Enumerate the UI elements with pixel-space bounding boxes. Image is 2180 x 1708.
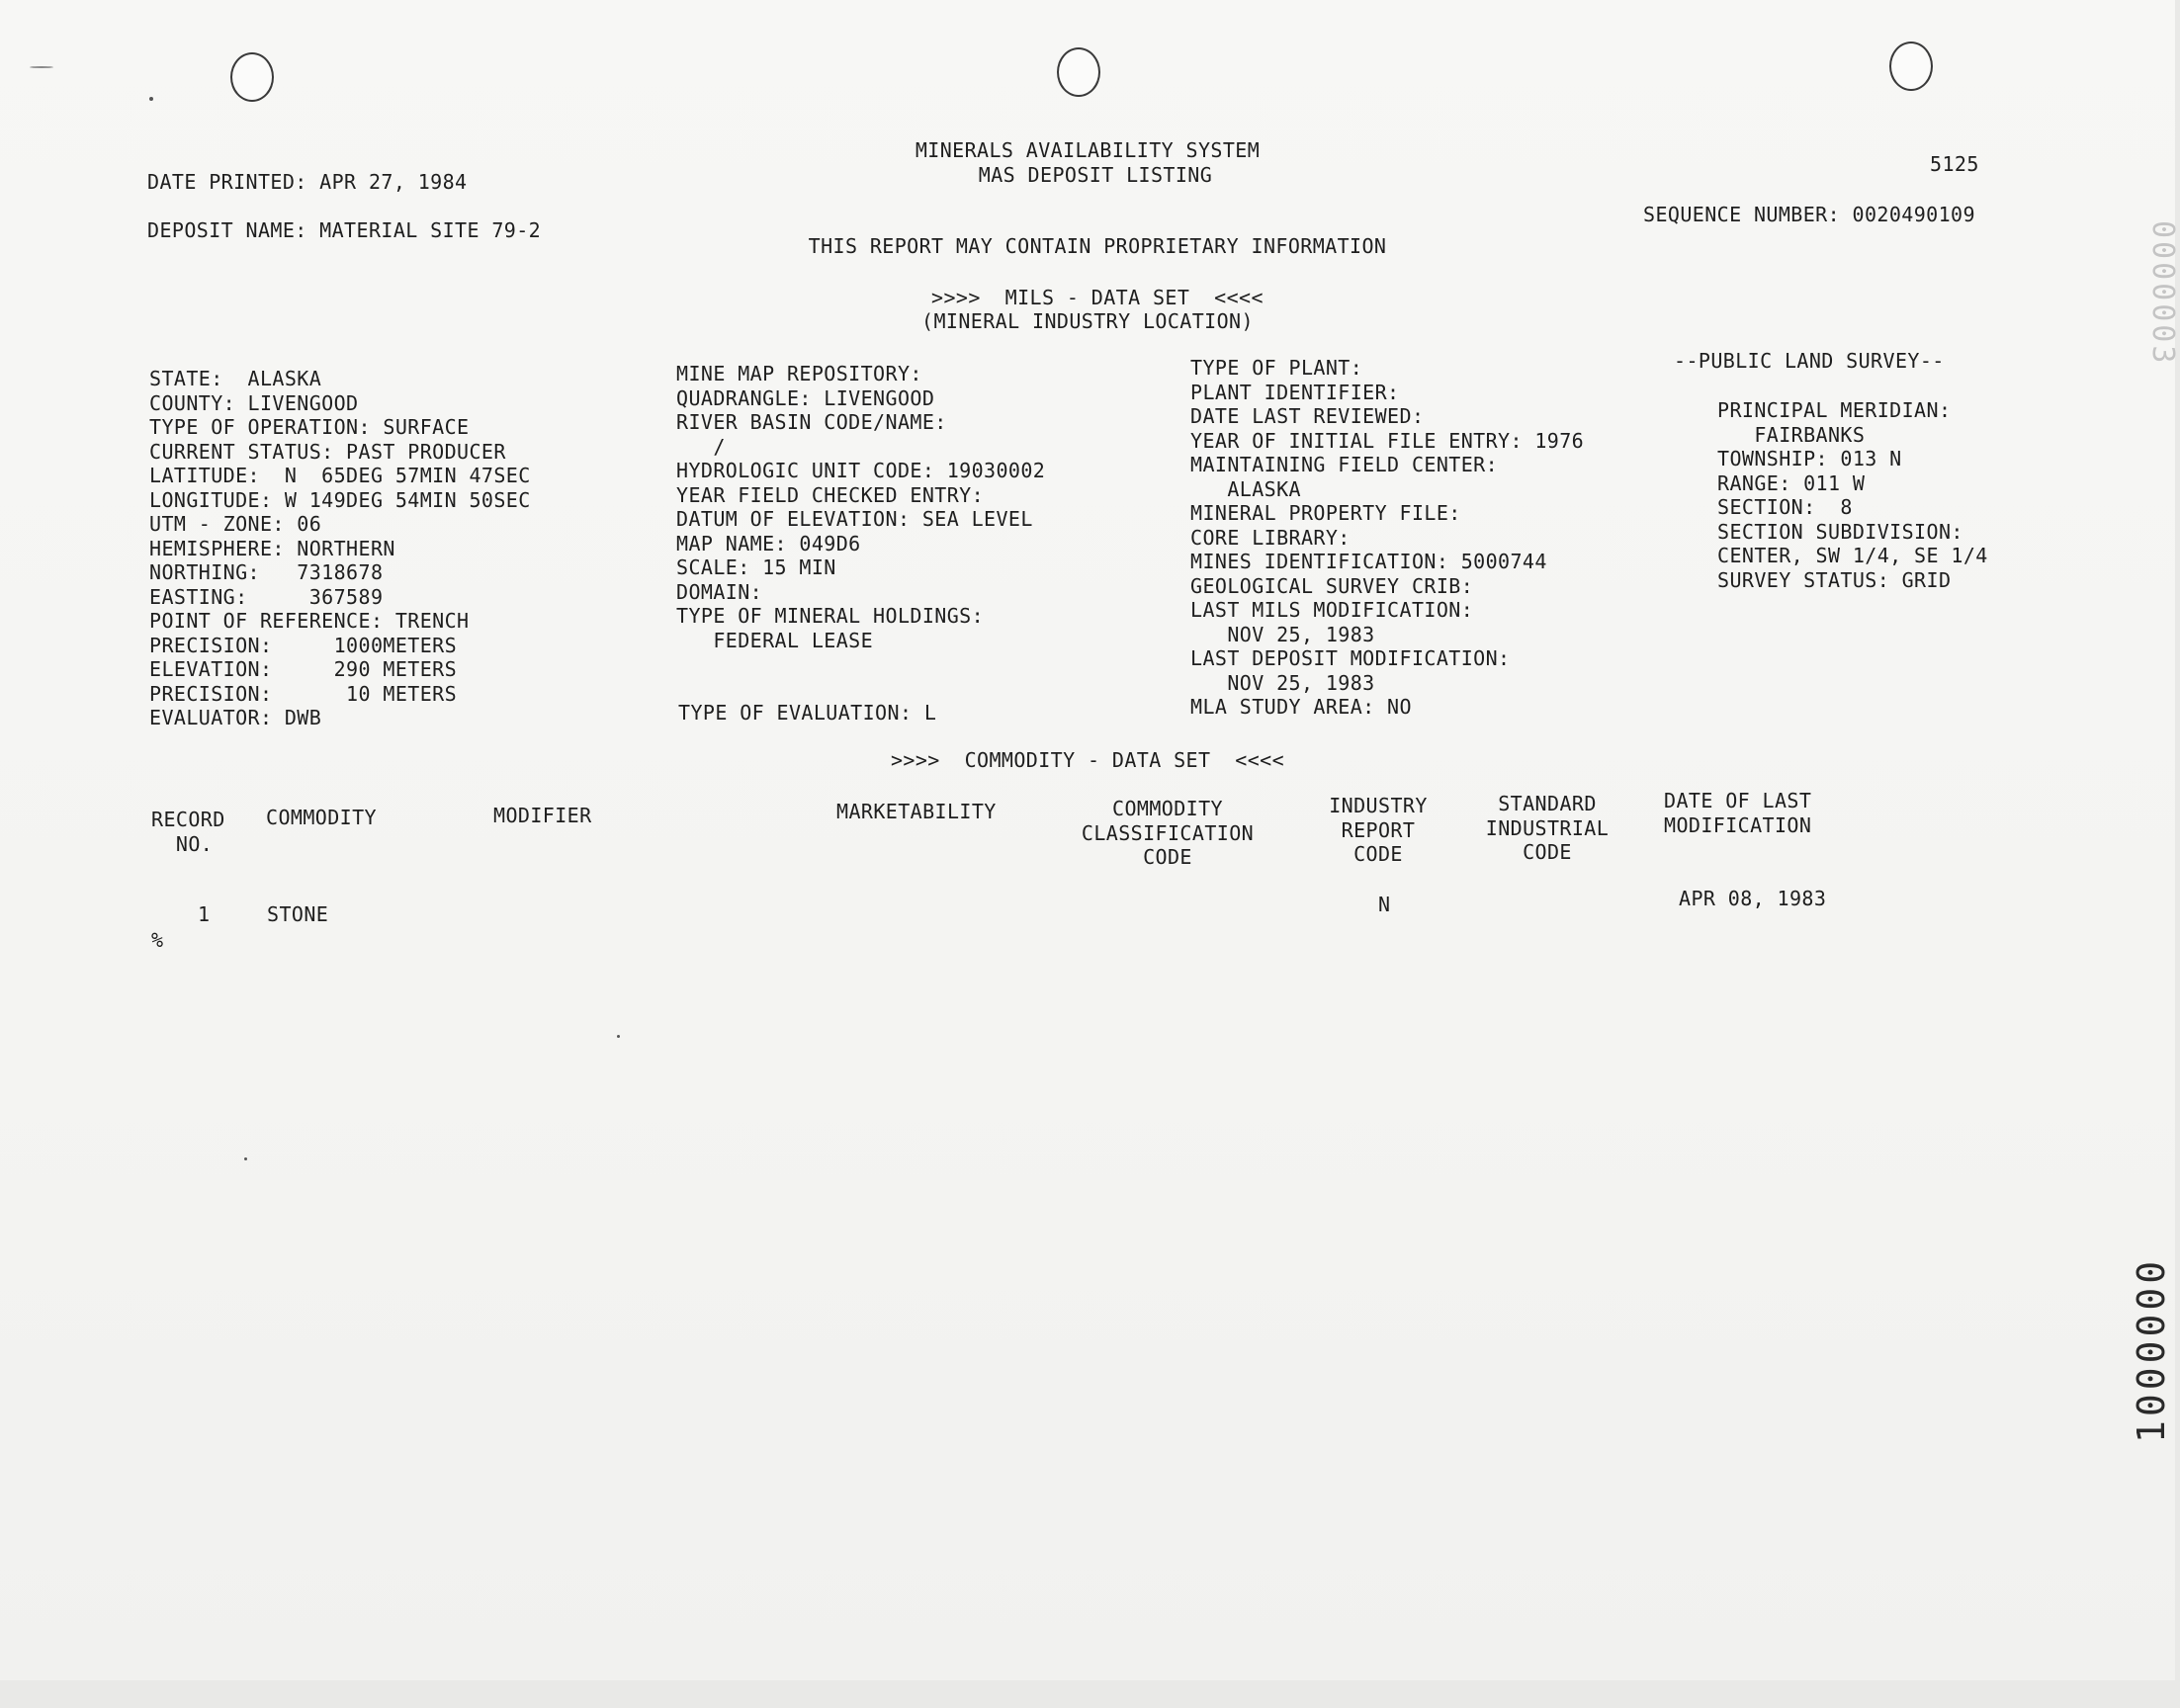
evaluator-line: EVALUATOR: DWB — [149, 706, 322, 729]
microfilm-stamp-upper: 0000003 — [2145, 220, 2180, 367]
scan-speck — [617, 1035, 620, 1038]
principal-meridian-line: PRINCIPAL MERIDIAN: — [1717, 398, 1952, 422]
section-subdivision-line: SECTION SUBDIVISION: — [1717, 519, 1963, 544]
mineral-holdings-line: TYPE OF MINERAL HOLDINGS: — [676, 604, 985, 628]
mils-header-subtitle: (MINERAL INDUSTRY LOCATION) — [921, 309, 1254, 333]
year-field-checked-line: YEAR FIELD CHECKED ENTRY: — [676, 482, 985, 507]
plant-identifier-line: PLANT IDENTIFIER: — [1190, 380, 1400, 404]
northing-line: NORTHING: 7318678 — [149, 560, 384, 584]
scan-speck — [149, 97, 153, 101]
river-basin-line: RIVER BASIN CODE/NAME: — [676, 410, 947, 434]
punch-hole-left — [230, 52, 274, 102]
last-mils-modification-value: NOV 25, 1983 — [1190, 622, 1375, 646]
range-line: RANGE: 011 W — [1717, 470, 1866, 495]
listing-title: MAS DEPOSIT LISTING — [978, 163, 1213, 187]
longitude-line: LONGITUDE: W 149DEG 54MIN 50SEC — [149, 487, 531, 512]
microfilm-stamp-lower: 1000000 — [2130, 1256, 2173, 1443]
initial-file-entry-line: YEAR OF INITIAL FILE ENTRY: 1976 — [1190, 428, 1585, 453]
section-line: SECTION: 8 — [1717, 495, 1853, 519]
hemisphere-line: HEMISPHERE: NORTHERN — [149, 536, 395, 560]
elevation-line: ELEVATION: 290 METERS — [149, 657, 458, 681]
date-last-reviewed-line: DATE LAST REVIEWED: — [1190, 404, 1425, 428]
type-of-evaluation-line: TYPE OF EVALUATION: L — [678, 701, 937, 725]
datum-of-elevation-line: DATUM OF ELEVATION: SEA LEVEL — [676, 507, 1033, 531]
current-status-line: CURRENT STATUS: PAST PRODUCER — [149, 439, 506, 464]
mils-header-title: >>>> MILS - DATA SET <<<< — [931, 286, 1264, 309]
geological-survey-crib-line: GEOLOGICAL SURVEY CRIB: — [1190, 573, 1474, 598]
mineral-property-file-line: MINERAL PROPERTY FILE: — [1190, 501, 1461, 525]
river-basin-value: / — [676, 434, 726, 459]
state-line: STATE: ALASKA — [149, 367, 322, 390]
township-line: TOWNSHIP: 013 N — [1717, 447, 1902, 470]
date-printed: DATE PRINTED: APR 27, 1984 — [147, 170, 468, 194]
last-mils-modification-line: LAST MILS MODIFICATION: — [1190, 598, 1474, 622]
map-name-line: MAP NAME: 049D6 — [676, 531, 861, 555]
punch-hole-center — [1057, 47, 1100, 97]
quadrangle-line: QUADRANGLE: LIVENGOOD — [676, 385, 935, 410]
commodity-data-set-header: >>>> COMMODITY - DATA SET <<<< — [890, 748, 1285, 772]
punch-hole-right — [1889, 42, 1933, 91]
domain-line: DOMAIN: — [676, 579, 763, 604]
public-land-survey-title: --PUBLIC LAND SURVEY-- — [1674, 349, 1945, 373]
industry-report-code-cell: N — [1378, 893, 1391, 916]
mine-map-repository-line: MINE MAP REPOSITORY: — [676, 362, 922, 385]
last-modification-cell: APR 08, 1983 — [1679, 887, 1827, 910]
last-modification-column-header: DATE OF LAST MODIFICATION — [1664, 789, 1812, 837]
record-no-column-header: RECORD NO. — [151, 808, 225, 856]
scale-line: SCALE: 15 MIN — [676, 555, 836, 579]
latitude-line: LATITUDE: N 65DEG 57MIN 47SEC — [149, 464, 531, 487]
core-library-line: CORE LIBRARY: — [1190, 525, 1351, 550]
proprietary-notice: THIS REPORT MAY CONTAIN PROPRIETARY INFORMATION — [808, 234, 1387, 258]
utm-zone-line: UTM - ZONE: 06 — [149, 512, 322, 536]
page-number: 5125 — [1930, 152, 1979, 176]
mineral-holdings-value: FEDERAL LEASE — [676, 628, 874, 652]
record-no-cell: 1 — [198, 902, 211, 926]
location-precision-line: PRECISION: 1000METERS — [149, 633, 458, 657]
elevation-precision-line: PRECISION: 10 METERS — [149, 681, 458, 706]
sic-column-header: STANDARD INDUSTRIAL CODE — [1485, 792, 1610, 864]
sequence-number: SEQUENCE NUMBER: 0020490109 — [1643, 203, 1975, 226]
mla-study-area-line: MLA STUDY AREA: NO — [1190, 695, 1412, 719]
scan-speck — [30, 66, 53, 68]
field-center-line: MAINTAINING FIELD CENTER: — [1190, 453, 1499, 476]
section-subdivision-value: CENTER, SW 1/4, SE 1/4 — [1717, 544, 1988, 567]
last-deposit-modification-value: NOV 25, 1983 — [1190, 670, 1375, 695]
commodity-cell: STONE — [267, 902, 329, 926]
end-of-record-marker: % — [151, 928, 164, 952]
mines-identification-line: MINES IDENTIFICATION: 5000744 — [1190, 550, 1547, 573]
easting-line: EASTING: 367589 — [149, 584, 384, 609]
principal-meridian-value: FAIRBANKS — [1717, 422, 1866, 447]
modifier-column-header: MODIFIER — [493, 804, 592, 827]
deposit-name: DEPOSIT NAME: MATERIAL SITE 79-2 — [147, 218, 542, 242]
point-of-reference-line: POINT OF REFERENCE: TRENCH — [149, 609, 470, 633]
hydrologic-unit-line: HYDROLOGIC UNIT CODE: 19030002 — [676, 459, 1046, 482]
county-line: COUNTY: LIVENGOOD — [149, 390, 359, 415]
type-of-plant-line: TYPE OF PLANT: — [1190, 356, 1363, 380]
commodity-column-header: COMMODITY — [266, 806, 377, 829]
survey-status-line: SURVEY STATUS: GRID — [1717, 567, 1952, 592]
operation-type-line: TYPE OF OPERATION: SURFACE — [149, 415, 470, 439]
field-center-value: ALASKA — [1190, 476, 1301, 501]
system-title: MINERALS AVAILABILITY SYSTEM — [915, 138, 1261, 162]
marketability-column-header: MARKETABILITY — [836, 800, 997, 823]
classification-column-header: COMMODITY CLASSIFICATION CODE — [1081, 797, 1255, 869]
scan-speck — [244, 1157, 247, 1160]
last-deposit-modification-line: LAST DEPOSIT MODIFICATION: — [1190, 646, 1511, 670]
industry-report-column-header: INDUSTRY REPORT CODE — [1329, 794, 1428, 866]
